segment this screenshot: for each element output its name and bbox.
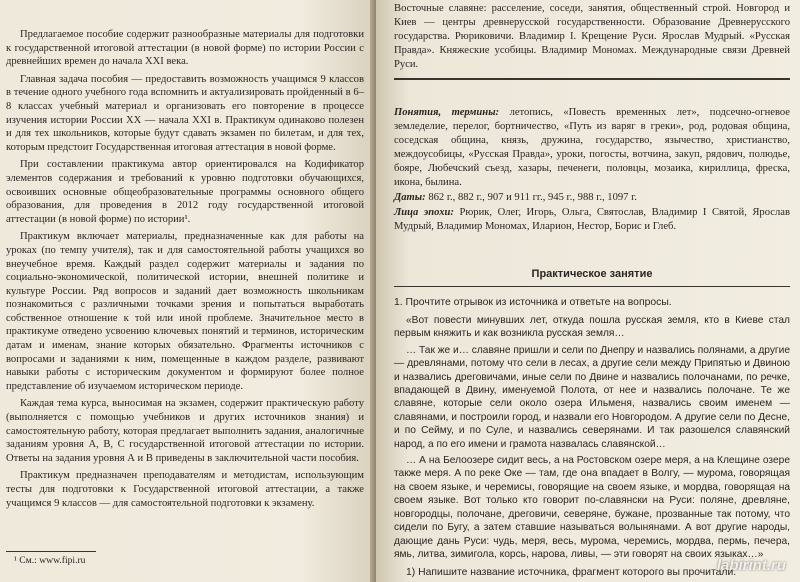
watermark: labirint.ru	[716, 557, 786, 574]
persons-label: Лица эпохи:	[394, 207, 454, 218]
persons-text: Рюрик, Олег, Игорь, Ольга, Святослав, Владимир I Святой, Ярослав Мудрый, Владимир Мономах, Иларион, Нестор, Борис и Глеб.	[394, 207, 790, 232]
terms-line	[394, 106, 790, 190]
preface-paragraph-4: Практикум включает материалы, предназначенные как для работы на уроках (по темпу учителя), так и для самостоятельной работы учащихся во внеучебное время. Каждый раздел содержит материалы и задания по социально-экономической, политической истории, внешней политике и культуре России. Ряд вопросов и заданий дает возможность школьникам познакомиться с различными точками зрения и попытаться выработать собственное отношение к той или иной проблеме. Значительное место в практикуме отведено усвоению ключевых понятий и терминов, историческим датам и именам, знание которых обязательно. Фрагменты источников с вопросами и заданиями к ним, помещенные в каждом разделе, развивают навыки работы с историческим документом и формируют более полное представление об изучаемом историческом периоде.	[6, 231, 364, 392]
section-divider	[394, 78, 790, 80]
dates-text: 862 г., 882 г., 907 и 911 гг., 945 г., 988 г., 1097 г.	[428, 192, 637, 203]
terms-label: Понятия, термины:	[394, 107, 500, 118]
preface-paragraph-3: При составлении практикума автор ориентировался на Кодификатор элементов содержания и требований к уровню подготовки обучающихся, освоивших основные общеобразовательные программы основного общего образования, для проведения в 2012 году государственной итоговой аттестации (в новой форме) по истории¹.	[6, 159, 364, 225]
topic-summary: Восточные славяне: расселение, соседи, занятия, общественный строй. Новгород и Киев — центры древнерусской государственности. Образование Древнерусского государства. Рюриковичи. Владимир I. Крещение Руси. Ярослав Мудрый. «Русская Правда». Княжеские усобицы. Владимир Мономах. Международные связи Древней Руси.	[394, 3, 790, 70]
preface-paragraph-2: Главная задача пособия — предоставить возможность учащимся 9 классов в течение одного учебного года вспомнить и актуализировать пройденный в 6–8 классах учебный материал и организовать его повторение в процессе изучения истории России XX — начала XXI в. Практикум одинаково полезен и для тех школьников, которые будут сдавать экзамен по билетам, и для тех, которым предстоит Государственная итоговая аттестация в новой форме.	[6, 73, 364, 153]
footnote: ¹ См.: www.fipi.ru	[14, 555, 86, 566]
preface-paragraph-5: Каждая тема курса, выносимая на экзамен, содержит практическую работу (выполняется с помощью учебников и других источников знания) и самостоятельную работу, которая предлагает выполнить задания, аналогичные заданиям уровня А, В, С государственной итоговой аттестации по истории. Ответы на задания уровня А и В приведены в заключительной части пособия.	[6, 398, 364, 464]
left-page	[0, 0, 376, 582]
question-1: 1) Напишите название источника, фрагмент которого вы прочитали.	[406, 567, 737, 579]
section-title: Практическое занятие	[531, 268, 653, 280]
persons-line	[394, 206, 790, 234]
terms-text: летопись, «Повесть временных лет», подсечно-огневое земледелие, перелог, бортничество, «Путь из варяг в греки», род, родовая община, соседская община, князь, дружина, государство, язычество, христианство, междоусобицы, «Русская Правда», уроки, погосты, вотчина, закуп, рядович, полюдье, бояре, Любечский съезд, хазары, печенеги, половцы, мозаика, кириллица, фреска, икона, былина.	[394, 107, 791, 188]
task-instruction: 1. Прочтите отрывок из источника и ответьте на вопросы.	[394, 297, 672, 308]
key-terms-block	[394, 106, 790, 234]
dates-label: Даты:	[394, 192, 426, 203]
footnote-divider	[6, 551, 96, 552]
preface-paragraph-1: Предлагаемое пособие содержит разнообразные материалы для подготовки к государственной итоговой аттестации (в новой форме) по истории России с древнейших времен до начала XXI века.	[6, 29, 364, 68]
source-paragraph-1: «Вот повести минувших лет, откуда пошла русская земля, кто в Киеве стал первым княжить и как возникла русская земля…	[394, 315, 790, 340]
source-paragraph-3: … А на Белоозере сидит весь, а на Ростовском озере меря, а на Клещине озере также меря. А по реке Оке — там, где она впадает в Волгу, — мурома, говорящая на своем языке, и черемисы, говорящие на своем языке, и мордва, говорящая на своем языке. Вот только кто говорит по-славянски на Руси: поляне, древляне, новгородцы, полочане, дреговичи, северяне, бужане, прозванные так потому, что сидели по Бугу, а затем ставшие называться волынянами. А вот другие народы, дающие дань Руси: чудь, меря, весь, мурома, черемись, мордва, пермь, печера, ямь, литва, зимигола, корсь, нарова, ливы, — эти говорят на своих языках…»	[394, 455, 790, 560]
preface-paragraph-6: Практикум предназначен преподавателям и методистам, использующим тесты для подготовки к Государственной итоговой аттестации, а также учащимся 9 классов — для самостоятельной подготовки к экзамену.	[6, 470, 364, 509]
dates-line	[394, 191, 790, 205]
source-paragraph-2: … Так же и… славяне пришли и сели по Днепру и назвались полянами, а другие — древлянами, потому что сели в лесах, а другие сели между Припятью и Двиною и назвались дреговичами, иные сели по Двине и назвались полочанами, по речке, впадающей в Двину, именуемой Полота, от нее и назвались полочане. Те же славяне, которые сели около озера Ильменя, назвались своим именем — славянами, и построили город, и назвали его Новгородом. А другие сели по Десне, и по Сейму, и по Суле, и назвались северянами. И так разошелся славянский народ, а по его имени и грамота назвалась славянской…	[394, 344, 790, 450]
right-page	[376, 0, 800, 582]
task-divider	[394, 286, 790, 287]
